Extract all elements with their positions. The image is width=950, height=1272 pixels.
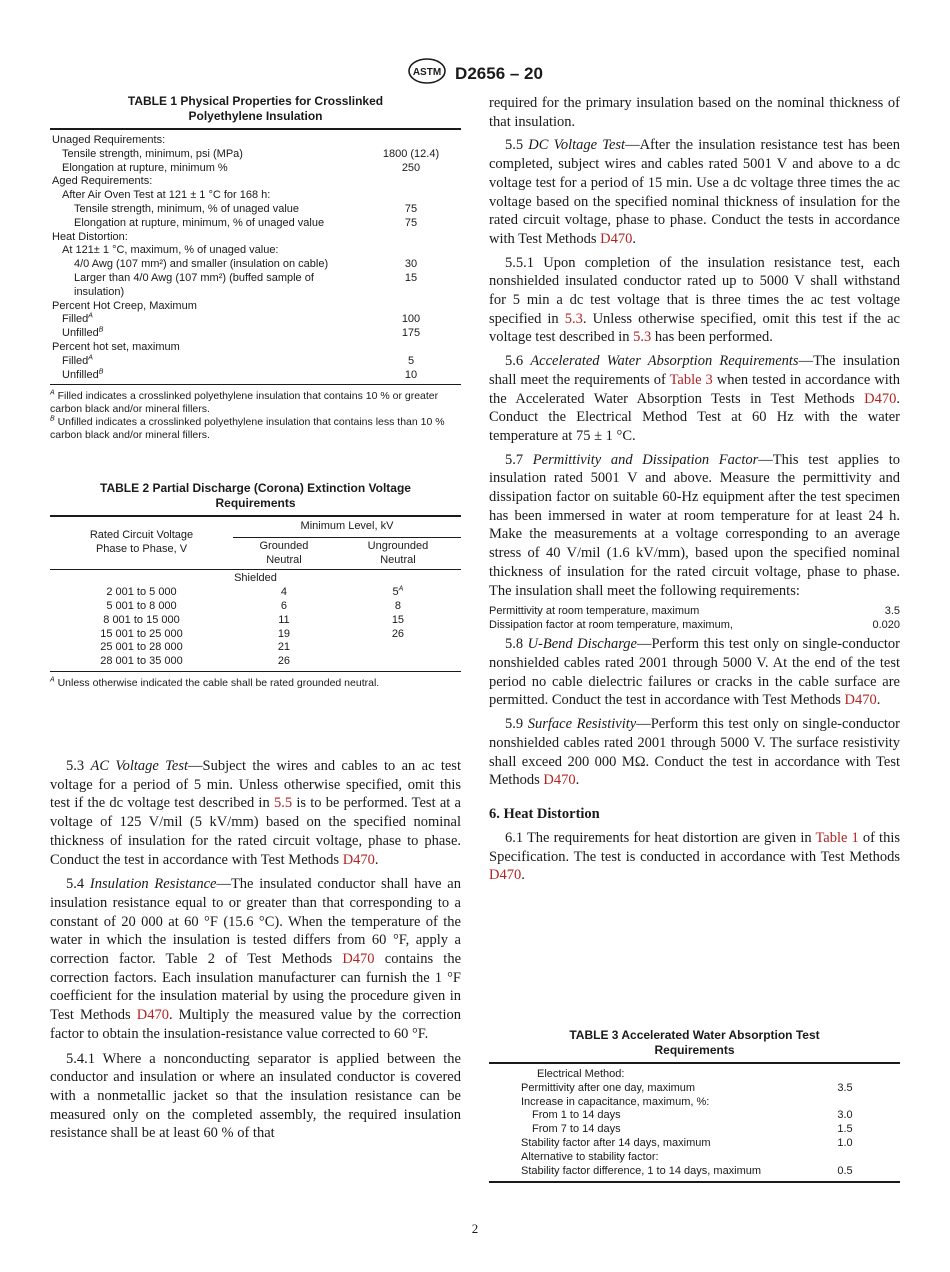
table-row: insulation) xyxy=(74,285,125,298)
table-row: Unfilled$^B$ 175 xyxy=(62,326,421,340)
continued-paragraph: required for the primary insulation based on the nominal thickness of that insulation. xyxy=(489,95,900,130)
table-row: Elongation at rupture, minimum, % of unaged value 75 xyxy=(74,216,418,229)
table-row: Permittivity after one day, maximum 3.5 xyxy=(521,1081,853,1094)
requirement-row: Permittivity at room temperature, maximum 3.5 xyxy=(489,605,900,618)
table-row: After Air Oven Test at 121 ± 1 °C for 168 h: xyxy=(62,189,271,202)
table-row: Tensile strength, minimum, psi (MPa) 1800 (12.4) xyxy=(62,147,440,160)
table-row: 4/0 Awg (107 mm²) and smaller (insulation on cable) 30 xyxy=(74,258,418,271)
astm-logo-icon xyxy=(407,58,447,89)
table-row: Stability factor difference, 1 to 14 days, maximum 0.5 xyxy=(521,1164,853,1177)
column-group-header: Minimum Level, kV xyxy=(233,517,461,537)
left-body-text xyxy=(50,757,461,1143)
table-3 xyxy=(489,1028,900,1183)
table-row: From 1 to 14 days 3.0 xyxy=(532,1109,853,1122)
xref-link[interactable]: 5.3 xyxy=(564,310,583,327)
table-row: Increase in capacitance, maximum, %: xyxy=(521,1095,710,1108)
section-5-4: 5.4 Insulation Resistance—The insulated conductor shall have an insulation resistance equal to or greater than that corresponding to a constant of 20 000 at 60 °F (15.6 °C). When the temperature of the water in which the insulation is tested differs from 60 °F, apply a correction factor. Table 2 of Test Methods D470 contains the correction factors. Each insulation manufacturer can furnish the 1 °F coefficient for the insulation material by using the procedure given in Test Methods D470. Multiply the measured value by the correction factor to obtain the insulation-resistance value corrected to 60 °F. xyxy=(50,876,462,1042)
table-row: Stability factor after 14 days, maximum 1.0 xyxy=(521,1136,853,1149)
section-5-8: 5.8 U-Bend Discharge—Perform this test only on single-conductor nonshielded cables rated 2001 through 5000 V. At the end of the test period no cable dielectric failures or cracks in the cable surface are permitted. Conduct the test in accordance with Test Methods D470. xyxy=(489,636,901,709)
table-row: 2 001 to 5 000 4 $5^A$ xyxy=(106,585,404,599)
d470-link[interactable]: D470 xyxy=(543,772,576,789)
requirements-list xyxy=(489,604,900,632)
section-5-5: 5.5 DC Voltage Test—After the insulation resistance test has been completed, subject wires and cables rated 5001 V and above to a dc voltage test for a period of 15 min. Use a dc voltage three times the ac voltage based on the specified nominal thickness of insulation for the rated circuit voltage, phase to phase. Conduct the tests in accordance with Test Methods D470. xyxy=(489,137,900,247)
table-row: At 121± 1 °C, maximum, % of unaged value: xyxy=(62,244,279,257)
section-5-7: 5.7 Permittivity and Dissipation Factor—This test applies to insulation rated 5001 V and above. Measure the permittivity and dissipation factor on suitable 60-Hz equipment after the test specimen has been immersed in water at room temperature for at least 24 h. Make the measurements at a voltage corresponding to an average stress of 40 V/mil (1.6 kV/mm), based upon the specified nominal thickness of insulation for the rated circuit voltage, phase to phase. The insulation shall meet the following requirements: xyxy=(489,451,901,599)
d470-link[interactable]: D470 xyxy=(864,390,897,407)
table-1-footnote: $^A$ Filled indicates a crosslinked polyethylene insulation that contains 10 % or greater carbon black and/or mineral fillers. xyxy=(50,389,439,416)
table-row: Larger than 4/0 Awg (107 mm²) (buffed sample of 15 xyxy=(74,271,418,284)
table-row: Aged Requirements: xyxy=(52,175,153,188)
table-1 xyxy=(50,94,461,442)
xref-link[interactable]: 5.5 xyxy=(273,795,293,812)
d470-link[interactable]: D470 xyxy=(600,230,633,247)
table-2-caption: TABLE 2 Partial Discharge (Corona) Extinction Voltage Requirements xyxy=(100,481,411,510)
table-2-footnote: $^A$ Unless otherwise indicated the cable shall be rated grounded neutral. xyxy=(50,676,380,689)
table-row: 8 001 to 15 000 11 15 xyxy=(103,613,405,626)
table-1-footnote: $^B$ Unfilled indicates a crosslinked polyethylene insulation that contains less than 10 % carbon black and/or mineral fillers. xyxy=(50,415,445,442)
table-row: 5 001 to 8 000 6 8 xyxy=(106,599,401,612)
page-header xyxy=(0,58,950,89)
section-6-1: 6.1 The requirements for heat distortion are given in Table 1 of this Specification. The test is conducted in accordance with Test Methods D470. xyxy=(489,829,900,884)
column-header-grounded: Grounded Neutral xyxy=(259,539,309,566)
d470-link[interactable]: D470 xyxy=(342,851,375,868)
section-5-9: 5.9 Surface Resistivity—Perform this test only on single-conductor nonshielded cables rated 2001 through 5000 V. The surface resistivity shall exceed 200 000 MΩ. Conduct the test in accordance with Test Methods D470. xyxy=(489,716,900,789)
table-row: Unfilled$^B$ 10 xyxy=(62,367,418,381)
requirement-row: Dissipation factor at room temperature, maximum, 0.020 xyxy=(489,619,900,632)
table-1-link[interactable]: Table 1 xyxy=(815,829,859,846)
table-row: Elongation at rupture, minimum % 250 xyxy=(62,161,421,174)
table-row: From 7 to 14 days 1.5 xyxy=(532,1123,853,1136)
section-5-3: 5.3 AC Voltage Test—Subject the wires and cables to an ac test voltage for a period of 5 min. Unless otherwise specified, omit this test if the dc voltage test described in 5.5 is to be performed. Test at a voltage of 125 V/mil (5 kV/mm) based on the specified nominal thickness of insulation for the rated circuit voltage, phase to phase. Conduct the test in accordance with Test Methods D470. xyxy=(50,758,461,868)
table-1-caption: TABLE 1 Physical Properties for Crosslinked Polyethylene Insulation xyxy=(127,94,384,123)
table-row: Filled$^A$ 100 xyxy=(62,312,421,326)
d470-link[interactable]: D470 xyxy=(136,1007,169,1024)
column-header-voltage: Rated Circuit Voltage Phase to Phase, V xyxy=(89,529,194,556)
svg-text:ASTM: ASTM xyxy=(412,67,442,78)
table-row: 25 001 to 28 000 21 xyxy=(100,641,291,654)
table-row: Tensile strength, minimum, % of unaged value 75 xyxy=(74,202,418,215)
section-label: Shielded xyxy=(50,570,461,586)
xref-link[interactable]: 5.3 xyxy=(633,329,652,346)
table-row: Percent Hot Creep, Maximum xyxy=(52,299,197,312)
table-row: Alternative to stability factor: xyxy=(521,1150,659,1163)
section-5-4-1: 5.4.1 Where a nonconducting separator is applied between the conductor and insulation or where an insulated conductor is covered with a nonmetallic jacket so that the insulation resistance can be measured only on the completed assembly, the required insulation resistance shall be at least 60 % of that xyxy=(50,1050,461,1142)
table-3-caption: TABLE 3 Accelerated Water Absorption Test Requirements xyxy=(569,1028,820,1057)
section-5-6: 5.6 Accelerated Water Absorption Requirements—The insulation shall meet the requirements of Table 3 when tested in accordance with the Accelerated Water Absorption Tests in Test Methods D470. Conduct the Electrical Method Test at 60 Hz with the water temperature at 75 ± 1 °C. xyxy=(489,353,901,444)
section-5-5-1: 5.5.1 Upon completion of the insulation resistance test, each nonshielded insulated conductor rated up to 5000 V shall withstand for 5 min a dc test voltage that is three times the ac test voltage specified in 5.3. Unless otherwise specified, omit this test if the ac voltage test described in 5.3 has been performed. xyxy=(489,254,900,346)
d470-link[interactable]: D470 xyxy=(844,692,877,709)
table-row: Unaged Requirements: xyxy=(52,134,166,146)
table-row: 28 001 to 35 000 26 xyxy=(100,655,291,668)
table-row: Filled$^A$ 5 xyxy=(62,354,415,367)
column-header-ungrounded: Ungrounded Neutral xyxy=(367,539,429,566)
table-row: Electrical Method: xyxy=(537,1068,625,1080)
page-number: 2 xyxy=(471,1221,479,1236)
document-code: D2656 – 20 xyxy=(455,63,543,83)
table-3-link[interactable]: Table 3 xyxy=(669,371,713,388)
table-row: Heat Distortion: xyxy=(52,230,128,243)
table-2 xyxy=(50,481,461,690)
d470-link[interactable]: D470 xyxy=(489,867,522,884)
table-row: Percent hot set, maximum xyxy=(52,340,180,353)
d470-link[interactable]: D470 xyxy=(342,951,375,968)
table-row: 15 001 to 25 000 19 26 xyxy=(100,627,405,640)
section-6-heading: 6. Heat Distortion xyxy=(489,805,600,822)
right-body-text xyxy=(489,94,900,885)
